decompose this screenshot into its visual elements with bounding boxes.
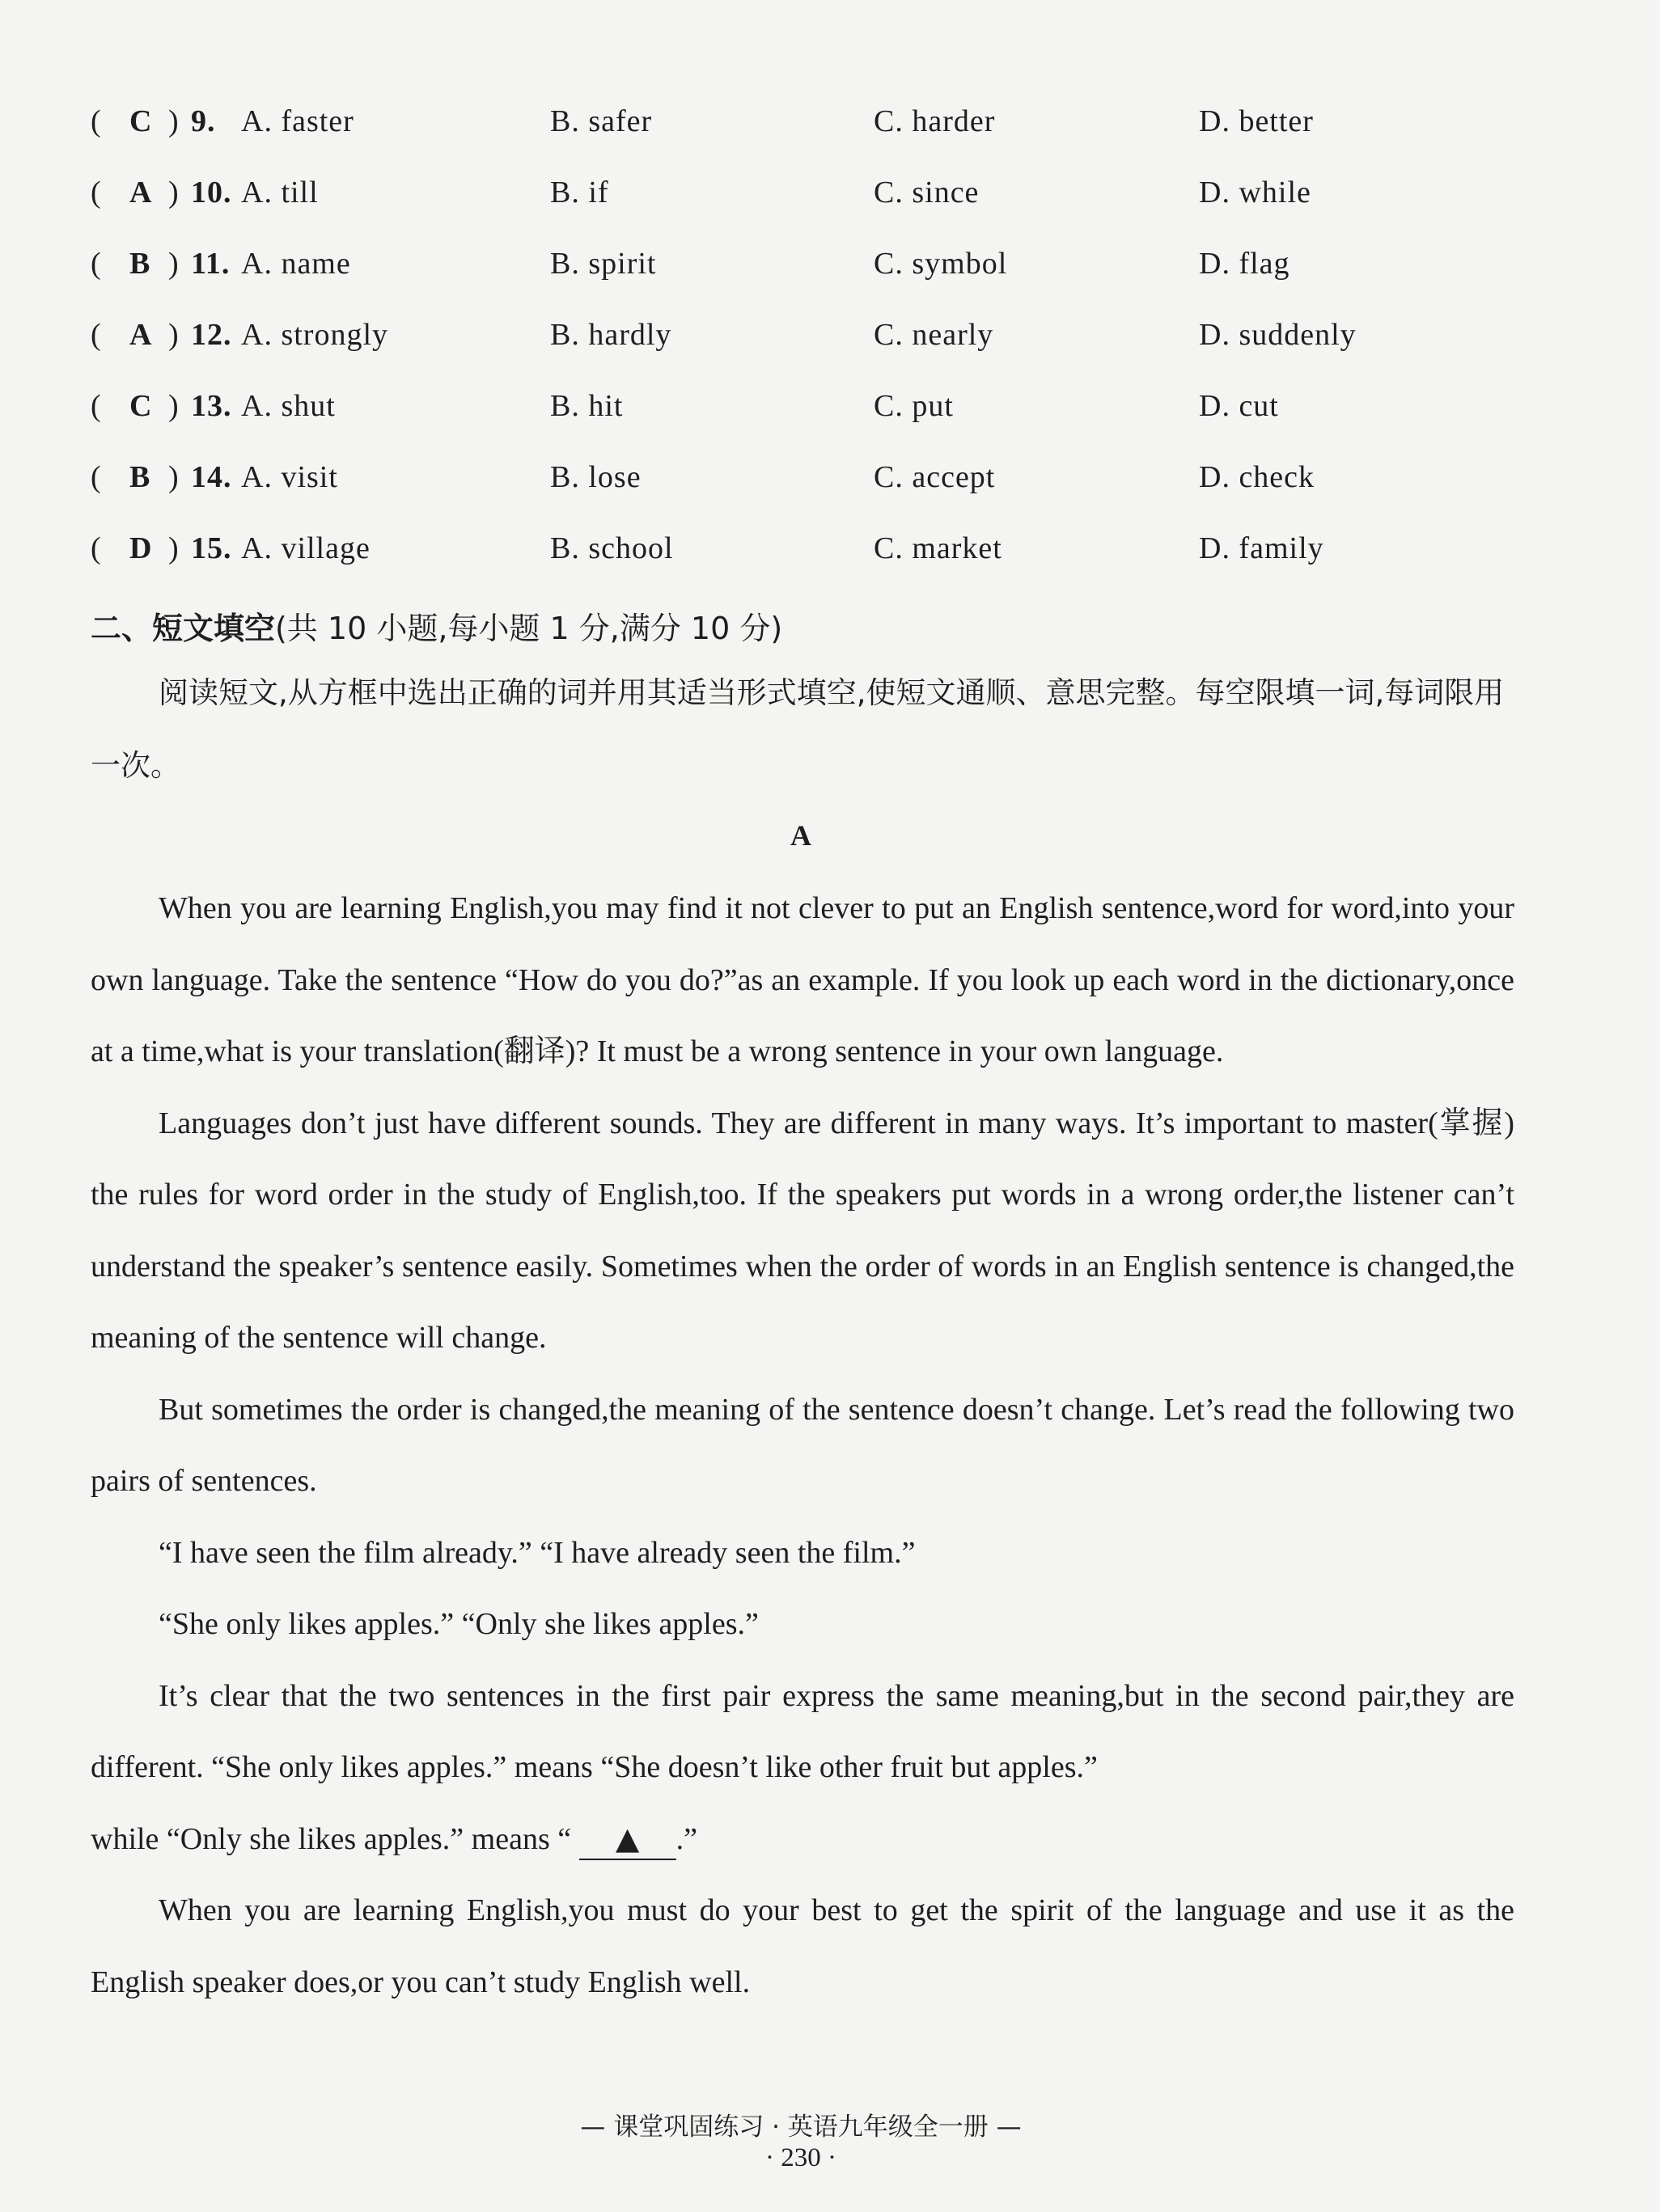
answer-row-10: [91, 175, 1547, 223]
option-d: D. suddenly: [1199, 318, 1357, 352]
open-paren: (: [91, 531, 102, 565]
answer-blank[interactable]: ▲: [579, 1818, 676, 1860]
option-c: C. nearly: [874, 318, 994, 352]
open-paren: (: [91, 176, 102, 209]
close-paren: ): [168, 531, 180, 565]
option-d: D. flag: [1199, 247, 1290, 281]
option-a: A. faster: [241, 104, 354, 138]
paragraph-6: It’s clear that the two sentences in the first pair express the same meaning,but in the second pair,they are different. “She only likes apples.” means “She doesn’t like other fruit but apples.”: [91, 1678, 1514, 1784]
option-d: D. family: [1199, 531, 1324, 565]
option-d: D. while: [1199, 176, 1311, 209]
answer-letter: B: [129, 247, 151, 281]
paragraph-1: When you are learning English,you may find it not clever to put an English sentence,word for word,into your own language. Take the sentence “How do you do?”as an example. If you look up each word in the dictionary,once at a time,what is your translation(翻译)? It must be a wrong sentence in your own language.: [91, 891, 1514, 1068]
answer-row-11: [91, 246, 1547, 294]
section-title-rest: (共 10 小题,每小题 1 分,满分 10 分): [275, 611, 783, 646]
passage: [91, 873, 1514, 2018]
open-paren: (: [91, 104, 102, 138]
option-c: C. harder: [874, 104, 996, 138]
question-number: 9.: [191, 104, 216, 138]
option-b: B. safer: [550, 104, 653, 138]
question-number: 15.: [191, 531, 232, 565]
answer-row-14: [91, 459, 1547, 508]
open-paren: (: [91, 460, 102, 494]
blank-suffix: .”: [675, 1821, 697, 1856]
section-title: [91, 603, 782, 648]
option-a: A. visit: [241, 460, 338, 494]
open-paren: (: [91, 318, 102, 352]
paragraph-7: When you are learning English,you must do your best to get the spirit of the language and use it as the English speaker does,or you can’t study English well.: [91, 1893, 1514, 1999]
option-a: A. village: [241, 531, 371, 565]
option-b: B. hardly: [550, 318, 672, 352]
blank-prefix: while “Only she likes apples.” means “: [91, 1821, 572, 1856]
close-paren: ): [168, 460, 180, 494]
option-a: A. strongly: [241, 318, 388, 352]
close-paren: ): [168, 318, 180, 352]
option-b: B. lose: [550, 460, 642, 494]
paragraph-6-end: [91, 1804, 1514, 1876]
question-number: 14.: [191, 460, 232, 494]
paragraph-4: “I have seen the film already.” “I have already seen the film.”: [159, 1535, 916, 1570]
question-number: 11.: [191, 247, 231, 281]
answer-row-15: [91, 531, 1547, 579]
close-paren: ): [168, 176, 180, 209]
footer-title: — 课堂巩固练习 · 英语九年级全一册 —: [580, 2113, 1022, 2142]
answer-letter: A: [129, 318, 153, 352]
option-b: B. spirit: [550, 247, 657, 281]
option-c: C. put: [874, 389, 954, 423]
close-paren: ): [168, 389, 180, 423]
open-paren: (: [91, 247, 102, 281]
answer-row-13: [91, 388, 1547, 437]
option-c: C. symbol: [874, 247, 1008, 281]
option-d: D. check: [1199, 460, 1315, 494]
option-a: A. shut: [241, 389, 336, 423]
passage-label: A: [790, 819, 811, 852]
option-c: C. accept: [874, 460, 996, 494]
instruction-text: 阅读短文,从方框中选出正确的词并用其适当形式填空,使短文通顺、意思完整。每空限填一词,每词限用一次。: [91, 675, 1505, 783]
option-a: A. till: [241, 176, 319, 209]
option-b: B. hit: [550, 389, 624, 423]
paragraph-3: But sometimes the order is changed,the meaning of the sentence doesn’t change. Let’s read the following two pairs of sentences.: [91, 1392, 1514, 1498]
section-title-bold: 二、短文填空: [91, 611, 276, 646]
answer-letter: C: [129, 104, 153, 138]
question-number: 10.: [191, 176, 232, 209]
option-c: C. market: [874, 531, 1002, 565]
question-number: 12.: [191, 318, 232, 352]
section-instruction: [91, 657, 1514, 802]
answer-row-9: [91, 104, 1547, 152]
paragraph-2: Languages don’t just have different sounds. They are different in many ways. It’s important to master(掌握) the rules for word order in the study of English,too. If the speakers put words in a wrong order,the listener can’t understand the speaker’s sentence easily. Sometimes when the order of words in an English sentence is changed,the meaning of the sentence will change.: [91, 1106, 1514, 1355]
option-d: D. cut: [1199, 389, 1279, 423]
question-number: 13.: [191, 389, 232, 423]
option-c: C. since: [874, 176, 980, 209]
answer-letter: A: [129, 176, 153, 209]
answer-letter: B: [129, 460, 151, 494]
page-number: · 230 ·: [765, 2143, 836, 2172]
close-paren: ): [168, 247, 180, 281]
option-b: B. school: [550, 531, 674, 565]
answer-row-12: [91, 317, 1547, 366]
open-paren: (: [91, 389, 102, 423]
option-a: A. name: [241, 247, 351, 281]
answer-letter: D: [129, 531, 153, 565]
option-d: D. better: [1199, 104, 1314, 138]
paragraph-5: “She only likes apples.” “Only she likes apples.”: [159, 1607, 759, 1641]
answer-letter: C: [129, 389, 153, 423]
option-b: B. if: [550, 176, 609, 209]
close-paren: ): [168, 104, 180, 138]
